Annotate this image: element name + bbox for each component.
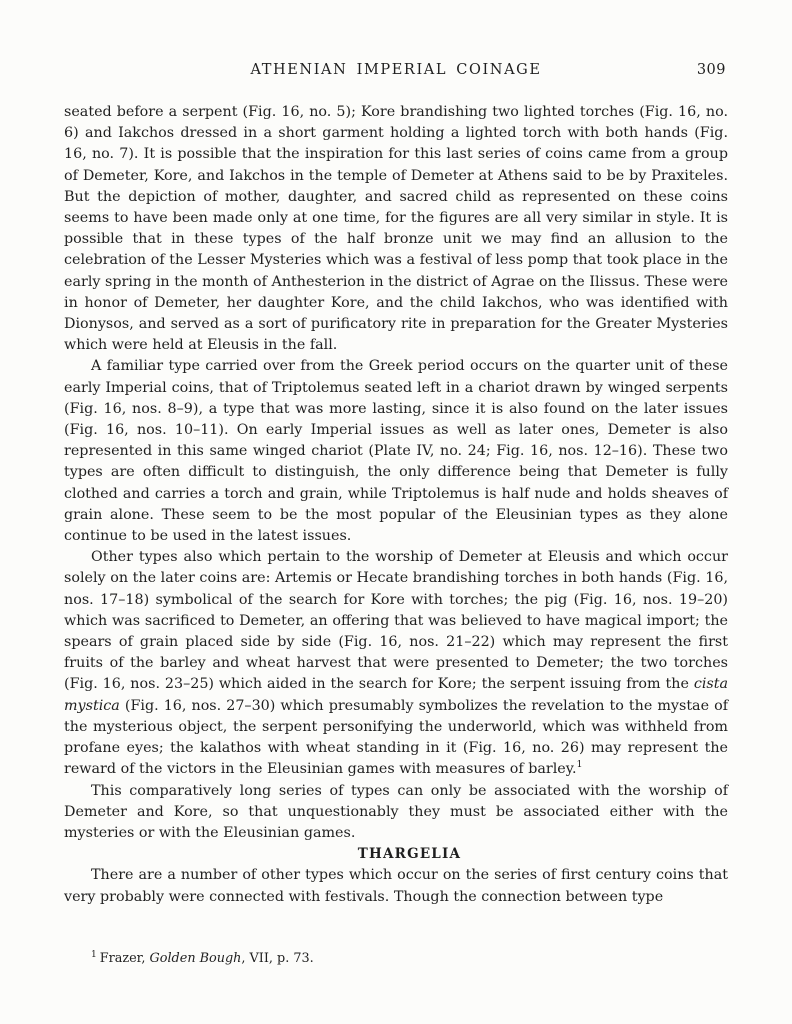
paragraph-3-text: Other types also which pertain to the worship of Demeter at Eleusis and which occur solely on the later coins are: Artemis or Hecate brandishing torches in both hands (Fig. 16, nos. 17–18) symbolical of the search for Kore with torches; the pig (Fig. 16, nos. 19–20) which was sacrificed to Demeter, an offering that was believed to have magical import; the spears of grain placed side by side (Fig. 16, nos. 21–22) which may represent the first fruits of the barley and wheat harvest that were presented to Demeter; the two torches (Fig. 16, nos. 23–25) which aided in the search for Kore; the serpent issuing from the	[64, 549, 728, 693]
running-head: ATHENIAN IMPERIAL COINAGE	[250, 62, 542, 78]
paragraph-3	[64, 547, 728, 780]
paragraph-1: seated before a serpent (Fig. 16, no. 5); Kore brandishing two lighted torches (Fig. 16, no. 6) and Iakchos dressed in a short garment holding a lighted torch with both hands (Fig. 16, no. 7). It is possible that the inspiration for this last series of coins came from a group of Demeter, Kore, and Iakchos in the temple of Demeter at Athens said to be by Praxiteles. But the depiction of mother, daughter, and sacred child as represented on these coins seems to have been made only at one time, for the figures are all very similar in style. It is possible that in these types of the half bronze unit we may find an allusion to the celebration of the Lesser Mysteries which was a festival of less pomp that took place in the early spring in the month of Anthesterion in the district of Agrae on the Ilissus. These were in honor of Demeter, her daughter Kore, and the child Iakchos, who was identified with Dionysos, and served as a sort of purificatory rite in preparation for the Greater Mysteries which were held at Eleusis in the fall.	[64, 104, 728, 354]
paragraph-5: There are a number of other types which occur on the series of first century coins that very probably were connected with festivals. Though the connection between type	[64, 867, 728, 905]
footnote	[64, 950, 728, 968]
footnote-book-title: Golden Bough	[149, 951, 242, 966]
paragraph-3-italic-term: cista mystica	[64, 676, 728, 714]
paragraph-3-text-continued: (Fig. 16, nos. 27–30) which presumably symbolizes the revelation to the mystae of the mysterious object, the serpent personifying the underworld, which was withheld from profane eyes; the kalathos with wheat standing in it (Fig. 16, no. 26) may represent the reward of the victors in the Eleusinian games with measures of barley.	[64, 697, 728, 778]
paragraph-4: This comparatively long series of types can only be associated with the worship of Demeter and Kore, so that unquestionably they must be associated either with the mysteries or with the Eleusinian games.	[64, 782, 728, 841]
footnote-reference: 1	[576, 759, 583, 771]
footnote-marker: 1	[91, 949, 97, 960]
body-text	[64, 102, 728, 908]
footnote-author: Frazer,	[99, 951, 150, 966]
page-number: 309	[696, 62, 726, 78]
paragraph-2: A familiar type carried over from the Greek period occurs on the quarter unit of these early Imperial coins, that of Triptolemus seated left in a chariot drawn by winged serpents (Fig. 16, nos. 8–9), a type that was more lasting, since it is also found on the later issues (Fig. 16, nos. 10–11). On early Imperial issues as well as later ones, Demeter is also represented in this same winged chariot (Plate IV, no. 24; Fig. 16, nos. 12–16). These two types are often difficult to distinguish, the only difference being that Demeter is fully clothed and carries a torch and grain, while Triptolemus is half nude and holds sheaves of grain alone. These seem to be the most popular of the Eleusinian types as they alone continue to be used in the latest issues.	[64, 358, 728, 545]
section-heading-thargelia: THARGELIA	[357, 846, 462, 863]
page-header	[64, 62, 728, 82]
footnote-citation: , VII, p. 73.	[241, 951, 314, 966]
